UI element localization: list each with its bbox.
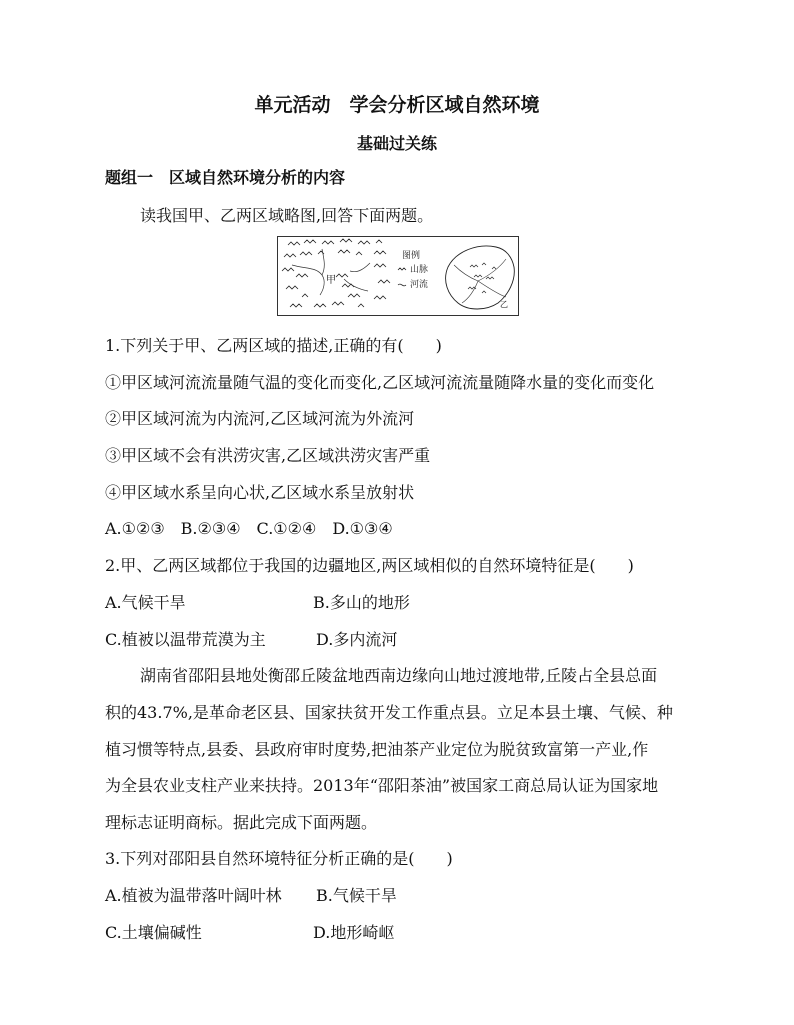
q3-option-a: A.植被为温带落叶阔叶林 bbox=[105, 886, 282, 905]
legend-mountain-icon bbox=[398, 268, 406, 270]
legend-river-icon bbox=[398, 284, 406, 286]
legend-title: 图例 bbox=[402, 251, 421, 261]
page-subtitle: 基础过关练 bbox=[356, 134, 437, 153]
passage-line-2: 积的43.7%,是革命老区县、国家扶贫开发工作重点县。立足本县土壤、气候、种 bbox=[105, 703, 673, 722]
q1-statement-2: ②甲区域河流为内流河,乙区域河流为外流河 bbox=[105, 409, 415, 428]
legend-mountain-label: 山脉 bbox=[410, 265, 429, 275]
page-title: 单元活动 学会分析区域自然环境 bbox=[254, 94, 540, 116]
q1-statement-3: ③甲区域不会有洪涝灾害,乙区域洪涝灾害严重 bbox=[105, 446, 431, 465]
q3-option-c: C.土壤偏碱性 bbox=[105, 923, 202, 942]
passage-line-5: 理标志证明商标。据此完成下面两题。 bbox=[105, 813, 378, 832]
q2-option-c: C.植被以温带荒漠为主 bbox=[105, 630, 266, 649]
q1-statement-1: ①甲区域河流流量随气温的变化而变化,乙区域河流流量随降水量的变化而变化 bbox=[105, 373, 655, 392]
passage-line-4: 为全县农业支柱产业来扶持。2013年“邵阳茶油”被国家工商总局认证为国家地 bbox=[105, 776, 659, 795]
mountain-symbols bbox=[282, 239, 390, 307]
passage-line-3: 植习惯等特点,县委、县政府审时度势,把油茶产业定位为脱贫致富第一产业,作 bbox=[105, 740, 649, 759]
q2-option-a: A.气候干旱 bbox=[105, 593, 186, 612]
q1-stem: 1.下列关于甲、乙两区域的描述,正确的有( ) bbox=[105, 336, 442, 355]
passage-line-1: 湖南省邵阳县地处衡邵丘陵盆地西南边缘向山地过渡地带,丘陵占全县总面 bbox=[140, 666, 658, 685]
q2-option-b: B.多山的地形 bbox=[313, 593, 410, 612]
legend-river-label: 河流 bbox=[410, 280, 429, 290]
river-lines bbox=[292, 249, 370, 295]
label-yi: 乙 bbox=[500, 300, 508, 309]
q2-option-d: D.多内流河 bbox=[316, 630, 398, 649]
region-map-svg bbox=[278, 237, 518, 315]
q1-options: A.①②③ B.②③④ C.①②④ D.①③④ bbox=[105, 519, 393, 538]
region-map bbox=[277, 236, 519, 316]
section-heading: 题组一 区域自然环境分析的内容 bbox=[105, 168, 346, 187]
label-jia: 甲 bbox=[326, 275, 336, 286]
q2-stem: 2.甲、乙两区域都位于我国的边疆地区,两区域相似的自然环境特征是( ) bbox=[105, 556, 634, 575]
intro-text: 读我国甲、乙两区域略图,回答下面两题。 bbox=[140, 206, 434, 225]
q3-option-d: D.地形崎岖 bbox=[313, 923, 395, 942]
q1-statement-4: ④甲区域水系呈向心状,乙区域水系呈放射状 bbox=[105, 483, 415, 502]
q3-stem: 3.下列对邵阳县自然环境特征分析正确的是( ) bbox=[105, 849, 453, 868]
q3-option-b: B.气候干旱 bbox=[316, 886, 397, 905]
